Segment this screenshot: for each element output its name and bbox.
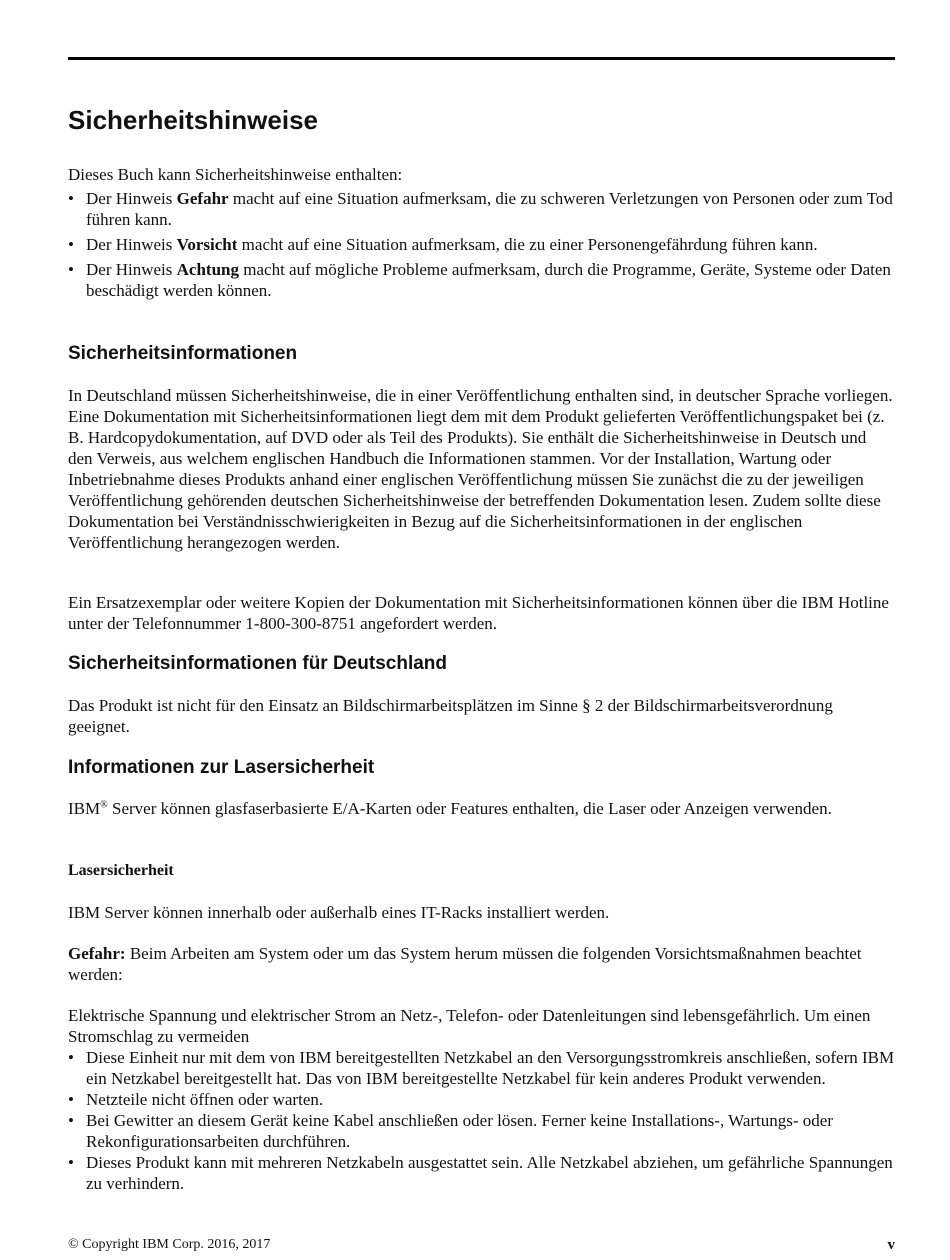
section1-paragraph2: Ein Ersatzexemplar oder weitere Kopien der Dokumentation mit Sicherheitsinformationen können über die IBM Hotline unter der Telefonnummer 1-800-300-8751 angefordert werden. [68,593,889,633]
safety-item: • Netzteile nicht öffnen oder warten. [68,1089,895,1110]
section-heading-deutschland: Sicherheitsinformationen für Deutschland [68,653,447,674]
safety-item: • Dieses Produkt kann mit mehreren Netzkabeln ausgestattet sein. Alle Netzkabel abziehen, um gefährliche Spannungen zu verhindern. [68,1152,895,1194]
section3-paragraph1: IBM® Server können glasfaserbasierte E/A-Karten oder Features enthalten, die Laser oder Anzeigen verwenden. [68,799,832,818]
intro-text: Dieses Buch kann Sicherheitshinweise enthalten: [68,165,403,184]
page-number: v [887,1237,895,1253]
section-heading-sicherheitsinformationen: Sicherheitsinformationen [68,343,298,364]
notice-item-achtung: • Der Hinweis Achtung macht auf mögliche Probleme aufmerksam, durch die Programme, Geräte, Systeme oder Daten beschädigt werden können. [68,259,895,301]
section-heading-lasersicherheit: Informationen zur Lasersicherheit [68,757,375,778]
top-rule [68,57,895,60]
notice-item-vorsicht: • Der Hinweis Vorsicht macht auf eine Situation aufmerksam, die zu einer Personengefährdung führen kann. [68,234,895,255]
section3-paragraph2: IBM Server können innerhalb oder außerhalb eines IT-Racks installiert werden. [68,903,610,922]
copyright-footer: © Copyright IBM Corp. 2016, 2017 [68,1237,271,1252]
danger-notice: Gefahr: Beim Arbeiten am System oder um das System herum müssen die folgenden Vorsichtsmaßnahmen beachtet werden: [68,944,862,984]
safety-item: • Diese Einheit nur mit dem von IBM bereitgestellten Netzkabel an den Versorgungsstromkreis anschließen, sofern IBM ein Netzkabel bereitgestellt hat. Das von IBM bereitgestellte Netzkabel für kein anderes Produkt verwenden. [68,1047,895,1089]
safety-list [68,1047,895,1194]
page-title: Sicherheitshinweise [68,105,318,135]
safety-item: • Bei Gewitter an diesem Gerät keine Kabel anschließen oder lösen. Ferner keine Installations-, Wartungs- oder Rekonfigurationsarbeiten durchführen. [68,1110,895,1152]
section2-paragraph: Das Produkt ist nicht für den Einsatz an Bildschirmarbeitsplätzen im Sinne § 2 der Bildschirmarbeitsverordnung geeignet. [68,696,833,736]
notice-item-gefahr: • Der Hinweis Gefahr macht auf eine Situation aufmerksam, die zu schweren Verletzungen von Personen oder zum Tod führen kann. [68,188,895,230]
notice-list [68,188,895,301]
danger-label: Gefahr: [68,944,126,963]
section1-paragraph1: In Deutschland müssen Sicherheitshinweise, die in einer Veröffentlichung enthalten sind, in deutscher Sprache vorliegen. Eine Dokumentation mit Sicherheitsinformationen liegt dem mit dem Produkt gelieferten Veröffentlichungspaket bei (z. B. Hardcopydokumentation, auf DVD oder als Teil des Produkts). Sie enthält die Sicherheitshinweise in Deutsch und den Verweis, aus welchem englischen Handbuch die Informationen stammen. Vor der Installation, Wartung oder Inbetriebnahme dieses Produkts anhand einer englischen Veröffentlichung müssen Sie zunächst die zu der jeweiligen Veröffentlichung gehörenden deutschen Sicherheitshinweise der betreffenden Dokumentation lesen. Zudem sollte diese Dokumentation bei Verständnisschwierigkeiten in Bezug auf die Sicherheitsinformationen in der englischen Veröffentlichung herangezogen werden. [68,386,893,552]
document-page [68,0,895,1260]
subheading-lasersicherheit: Lasersicherheit [68,862,174,879]
section3-paragraph3: Elektrische Spannung und elektrischer Strom an Netz-, Telefon- oder Datenleitungen sind lebensgefährlich. Um einen Stromschlag zu vermeiden [68,1006,871,1046]
